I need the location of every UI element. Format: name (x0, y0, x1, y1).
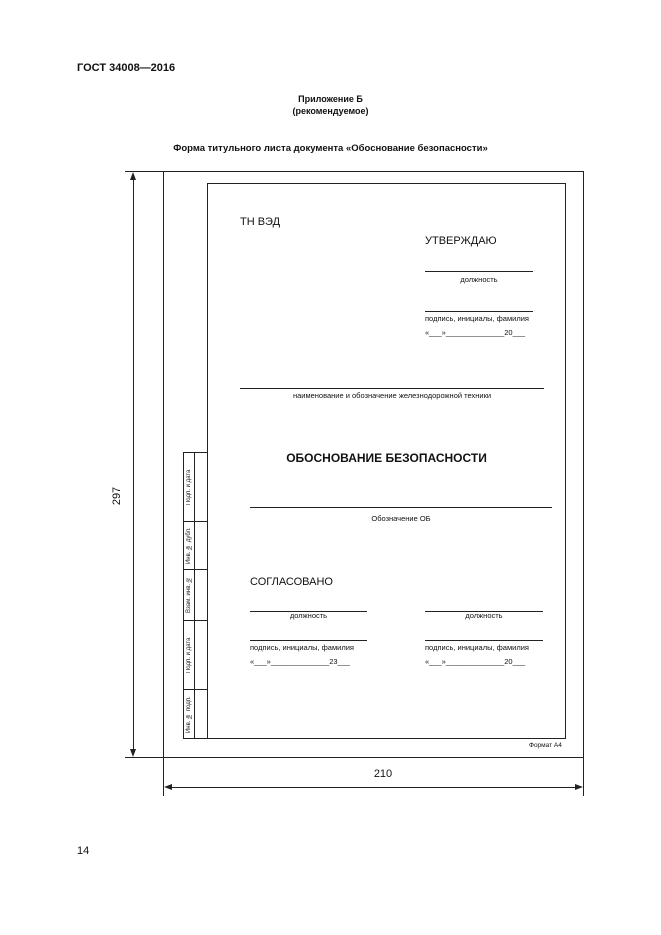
arrow-right-icon (575, 784, 583, 790)
arrow-left-icon (164, 784, 172, 790)
approve-position-label: должность (460, 275, 498, 284)
customs-code: ТН ВЭД (240, 216, 281, 228)
approve-position-line (425, 271, 533, 272)
height-dimension-line (133, 175, 134, 753)
dimension-extension-bottom (125, 757, 163, 758)
width-dimension-line (167, 787, 580, 788)
approve-signature-line (425, 311, 533, 312)
agreed-left-date-line: «___»______________23___ (250, 657, 351, 666)
product-line (240, 388, 544, 389)
side-field-sign-date-2: Подп. и дата (186, 637, 192, 673)
side-field-orig-inv: Инв. № подп. (186, 696, 192, 733)
agreed-left-position-label: должность (289, 611, 328, 620)
format-label: Формат А4 (529, 742, 562, 749)
designation-line (250, 507, 552, 508)
product-label: наименование и обозначение железнодорожной техники (292, 391, 492, 400)
side-field-dup-inv: Инв. № дубл. (186, 527, 192, 564)
appendix-label: Приложение Б (298, 94, 363, 104)
form-title: Форма титульного листа документа «Обоснование безопасности» (173, 143, 488, 154)
designation-label: Обозначение ОБ (371, 514, 431, 523)
approve-heading: УТВЕРЖДАЮ (425, 235, 497, 247)
height-dimension-value: 297 (111, 486, 124, 506)
agreed-right-date-line: «___»______________20___ (425, 657, 526, 666)
dimension-extension-right (583, 758, 584, 796)
agreed-left-signature-label: подпись, инициалы, фамилия (250, 643, 354, 652)
standard-header: ГОСТ 34008—2016 (77, 62, 176, 74)
agreed-right-signature-line (425, 640, 543, 641)
width-dimension-value: 210 (373, 768, 393, 780)
side-fields-value-column (195, 452, 207, 739)
agreed-right-signature-label: подпись, инициалы, фамилия (425, 643, 529, 652)
arrow-up-icon (130, 172, 136, 180)
agreed-right-position-label: должность (465, 611, 503, 620)
side-field-replace-inv: Взам. инв. № (186, 576, 192, 614)
document-title: ОБОСНОВАНИЕ БЕЗОПАСНОСТИ (286, 451, 487, 465)
page-number: 14 (77, 845, 90, 857)
arrow-down-icon (130, 749, 136, 757)
appendix-status: (рекомендуемое) (292, 106, 369, 116)
dimension-extension-left (163, 758, 164, 796)
appendix-title (0, 93, 661, 117)
agreed-heading: СОГЛАСОВАНО (250, 576, 333, 588)
side-field-sign-date-1: Подп. и дата (186, 469, 192, 505)
approve-signature-label: подпись, инициалы, фамилия (425, 314, 529, 323)
agreed-left-signature-line (250, 640, 367, 641)
approve-date-line: «___»______________20___ (425, 328, 526, 337)
